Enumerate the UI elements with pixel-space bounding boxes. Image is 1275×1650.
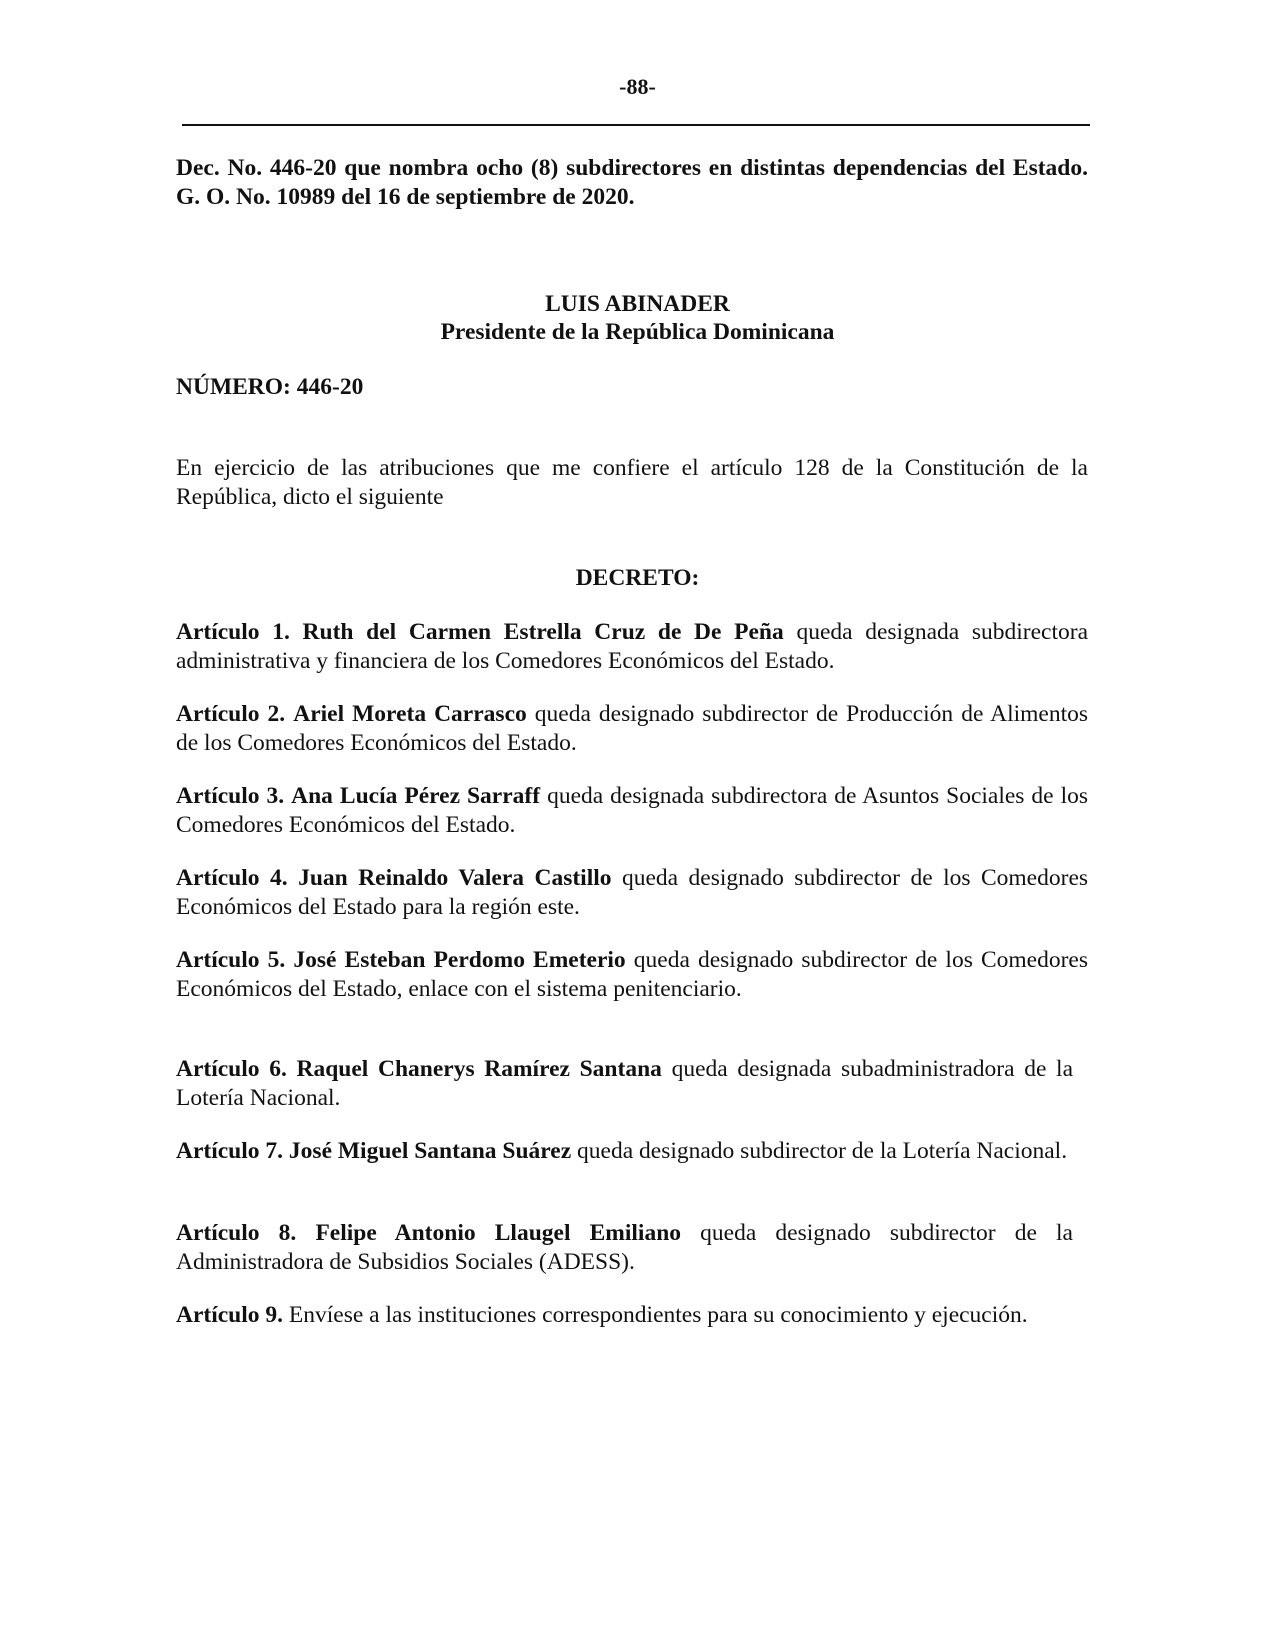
president-title: Presidente de la República Dominicana <box>440 319 835 345</box>
article-8-text: queda designado subdirector de la Administradora de Subsidios Sociales (ADESS). <box>176 1220 1073 1275</box>
article-3 <box>176 782 1088 840</box>
article-2 <box>176 700 1088 758</box>
article-5-label: Artículo 5. <box>176 947 286 973</box>
article-5-name: José Esteban Perdomo Emeterio <box>293 947 626 973</box>
article-3-label: Artículo 3. <box>176 783 285 809</box>
page-number: -88- <box>619 74 656 99</box>
article-9-text: Envíese a las instituciones correspondientes para su conocimiento y ejecución. <box>288 1302 1028 1328</box>
article-6-name: Raquel Chanerys Ramírez Santana <box>296 1056 662 1082</box>
article-1-text: queda designada subdirectora administrativa y financiera de los Comedores Económicos del Estado. <box>176 619 1089 674</box>
article-2-label: Artículo 2. <box>176 701 286 727</box>
article-9 <box>176 1301 1073 1330</box>
article-3-text: queda designada subdirectora de Asuntos Sociales de los Comedores Económicos del Estado. <box>176 783 1089 838</box>
article-4-name: Juan Reinaldo Valera Castillo <box>298 865 612 891</box>
article-5-text: queda designado subdirector de los Comedores Económicos del Estado, enlace con el sistema penitenciario. <box>176 947 1088 1002</box>
article-6-label: Artículo 6. <box>176 1056 287 1082</box>
article-6 <box>176 1055 1073 1113</box>
decree-title: Dec. No. 446-20 que nombra ocho (8) subdirectores en distintas dependencias del Estado. G. O. No. 10989 del 16 de septiembre de 2020. <box>176 155 1088 210</box>
article-4-label: Artículo 4. <box>176 865 288 891</box>
article-9-label: Artículo 9. <box>176 1302 284 1328</box>
article-1-name: Ruth del Carmen Estrella Cruz de De Peña <box>302 619 784 645</box>
article-2-text: queda designado subdirector de Producción de Alimentos de los Comedores Económicos del Estado. <box>176 701 1089 756</box>
article-8 <box>176 1219 1073 1277</box>
article-7-text: queda designado subdirector de la Lotería Nacional. <box>577 1138 1068 1164</box>
article-8-label: Artículo 8. <box>176 1220 297 1246</box>
numero-label: NÚMERO: 446-20 <box>176 374 364 400</box>
article-6-text: queda designada subadministradora de la Lotería Nacional. <box>176 1056 1074 1111</box>
president-name: LUIS ABINADER <box>545 291 730 317</box>
article-4 <box>176 864 1088 922</box>
article-7 <box>176 1137 1073 1166</box>
header-divider <box>182 124 1090 126</box>
article-2-name: Ariel Moreta Carrasco <box>293 701 527 727</box>
article-3-name: Ana Lucía Pérez Sarraff <box>291 783 541 809</box>
article-7-name: José Miguel Santana Suárez <box>288 1138 572 1164</box>
article-8-name: Felipe Antonio Llaugel Emiliano <box>315 1220 682 1246</box>
article-1-label: Artículo 1. <box>176 619 290 645</box>
article-4-text: queda designado subdirector de los Comedores Económicos del Estado para la región este. <box>176 865 1089 920</box>
decreto-heading: DECRETO: <box>575 565 700 591</box>
preamble: En ejercicio de las atribuciones que me confiere el artículo 128 de la Constitución de la República, dicto el siguiente <box>176 455 1088 510</box>
article-1 <box>176 618 1088 676</box>
article-5 <box>176 946 1088 1004</box>
article-7-label: Artículo 7. <box>176 1138 284 1164</box>
